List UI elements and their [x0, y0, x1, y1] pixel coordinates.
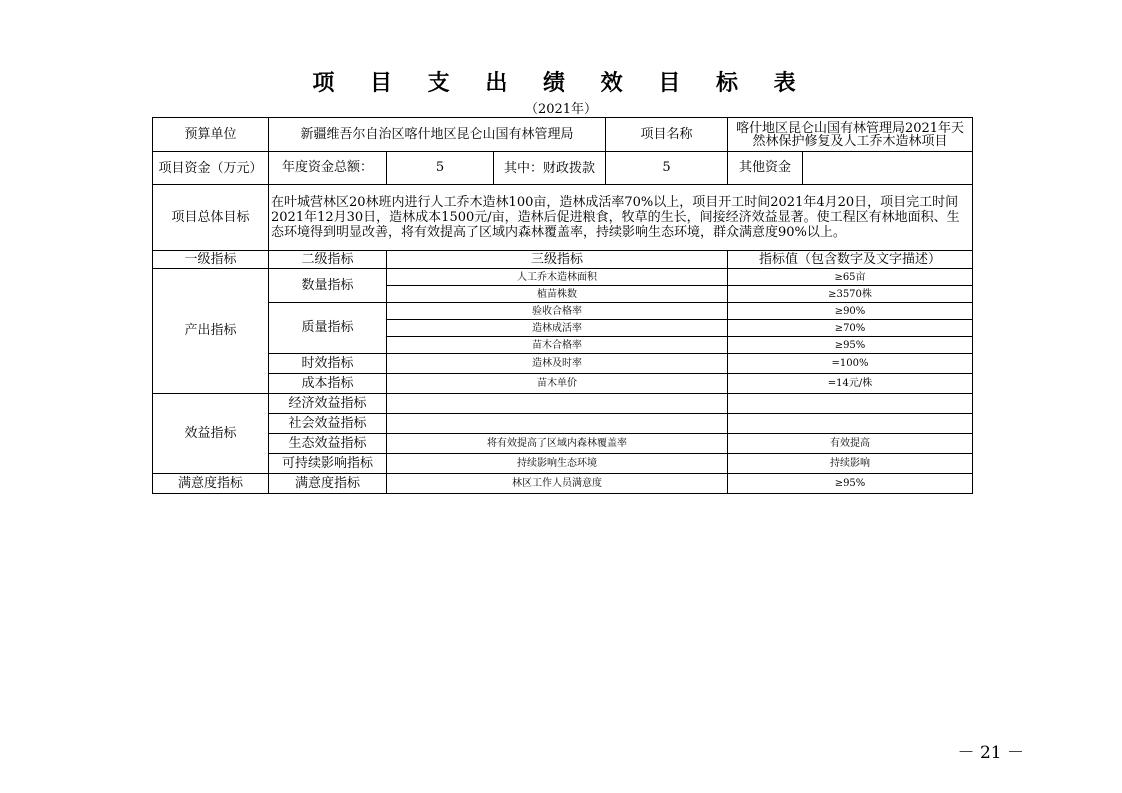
- table-row: [153, 354, 973, 374]
- fiscal-funds-label: 其中：财政拨款: [494, 152, 606, 185]
- table-row: [153, 374, 973, 394]
- column-header-row: [153, 251, 973, 269]
- indicator-name: 林区工作人员满意度: [387, 474, 728, 494]
- quality-label: 质量指标: [269, 303, 387, 354]
- indicator-value: =14元/株: [728, 374, 973, 394]
- total-funds-value: 5: [387, 152, 494, 185]
- satisfaction-sub-label: 满意度指标: [269, 474, 387, 494]
- indicator-value: ≥65亩: [728, 269, 973, 286]
- table-row: [153, 303, 973, 320]
- sustainable-label: 可持续影响指标: [269, 454, 387, 474]
- goal-label: 项目总体目标: [153, 185, 269, 251]
- goal-row: [153, 185, 973, 251]
- quantity-label: 数量指标: [269, 269, 387, 303]
- indicator-name: 将有效提高了区域内森林覆盖率: [387, 434, 728, 454]
- indicator-value: ≥95%: [728, 337, 973, 354]
- other-funds-label: 其他资金: [728, 152, 803, 185]
- page-number: － 21 －: [957, 743, 1024, 763]
- output-label: 产出指标: [153, 269, 269, 394]
- indicator-name: [387, 394, 728, 414]
- table-row: [153, 269, 973, 286]
- satisfaction-label: 满意度指标: [153, 474, 269, 494]
- other-funds-value: [803, 152, 973, 185]
- indicator-name: 人工乔木造林面积: [387, 269, 728, 286]
- indicator-value: ≥3570株: [728, 286, 973, 303]
- social-label: 社会效益指标: [269, 414, 387, 434]
- project-name-label: 项目名称: [606, 118, 728, 152]
- table-row: [153, 434, 973, 454]
- benefit-label: 效益指标: [153, 394, 269, 474]
- indicator-value: =100%: [728, 354, 973, 374]
- economic-label: 经济效益指标: [269, 394, 387, 414]
- indicator-name: 植苗株数: [387, 286, 728, 303]
- timeliness-label: 时效指标: [269, 354, 387, 374]
- indicator-name: [387, 414, 728, 434]
- indicator-name: 苗木合格率: [387, 337, 728, 354]
- header-row: [153, 118, 973, 152]
- ecological-label: 生态效益指标: [269, 434, 387, 454]
- indicator-value: ≥95%: [728, 474, 973, 494]
- goal-text: 在叶城营林区20林班内进行人工乔木造林100亩，造林成活率70%以上，项目开工时间2021年4月20日，项目完工时间2021年12月30日，造林成本1500元/亩，造林后促进粮食，牧草的生长，间接经济效益显著。使工程区有林地面积、生态环境得到明显改善，将有效提高了区域内森林覆盖率，持续影响生态环境，群众满意度90%以上。: [269, 185, 973, 251]
- total-funds-label: 年度资金总额：: [269, 152, 387, 185]
- col-value: 指标值（包含数字及文字描述）: [728, 251, 973, 269]
- funds-row: [153, 152, 973, 185]
- cost-label: 成本指标: [269, 374, 387, 394]
- budget-unit-label: 预算单位: [153, 118, 269, 152]
- table-row: [153, 474, 973, 494]
- indicator-name: 造林成活率: [387, 320, 728, 337]
- indicator-name: 持续影响生态环境: [387, 454, 728, 474]
- indicator-value: [728, 394, 973, 414]
- performance-table: [152, 117, 973, 494]
- col-level1: 一级指标: [153, 251, 269, 269]
- funds-label: 项目资金（万元）: [153, 152, 269, 185]
- indicator-name: 造林及时率: [387, 354, 728, 374]
- indicator-value: [728, 414, 973, 434]
- indicator-name: 苗木单价: [387, 374, 728, 394]
- col-level3: 三级指标: [387, 251, 728, 269]
- indicator-name: 验收合格率: [387, 303, 728, 320]
- col-level2: 二级指标: [269, 251, 387, 269]
- budget-unit-value: 新疆维吾尔自治区喀什地区昆仑山国有林管理局: [269, 118, 606, 152]
- project-name-value: 喀什地区昆仑山国有林管理局2021年天然林保护修复及人工乔木造林项目: [728, 118, 973, 152]
- indicator-value: ≥90%: [728, 303, 973, 320]
- fiscal-funds-value: 5: [606, 152, 728, 185]
- indicator-value: ≥70%: [728, 320, 973, 337]
- page-title: 项 目 支 出 绩 效 目 标 表: [312, 70, 810, 96]
- year-subtitle: （2021年）: [524, 102, 598, 117]
- table-row: [153, 394, 973, 414]
- table-row: [153, 454, 973, 474]
- table-row: [153, 414, 973, 434]
- indicator-value: 有效提高: [728, 434, 973, 454]
- indicator-value: 持续影响: [728, 454, 973, 474]
